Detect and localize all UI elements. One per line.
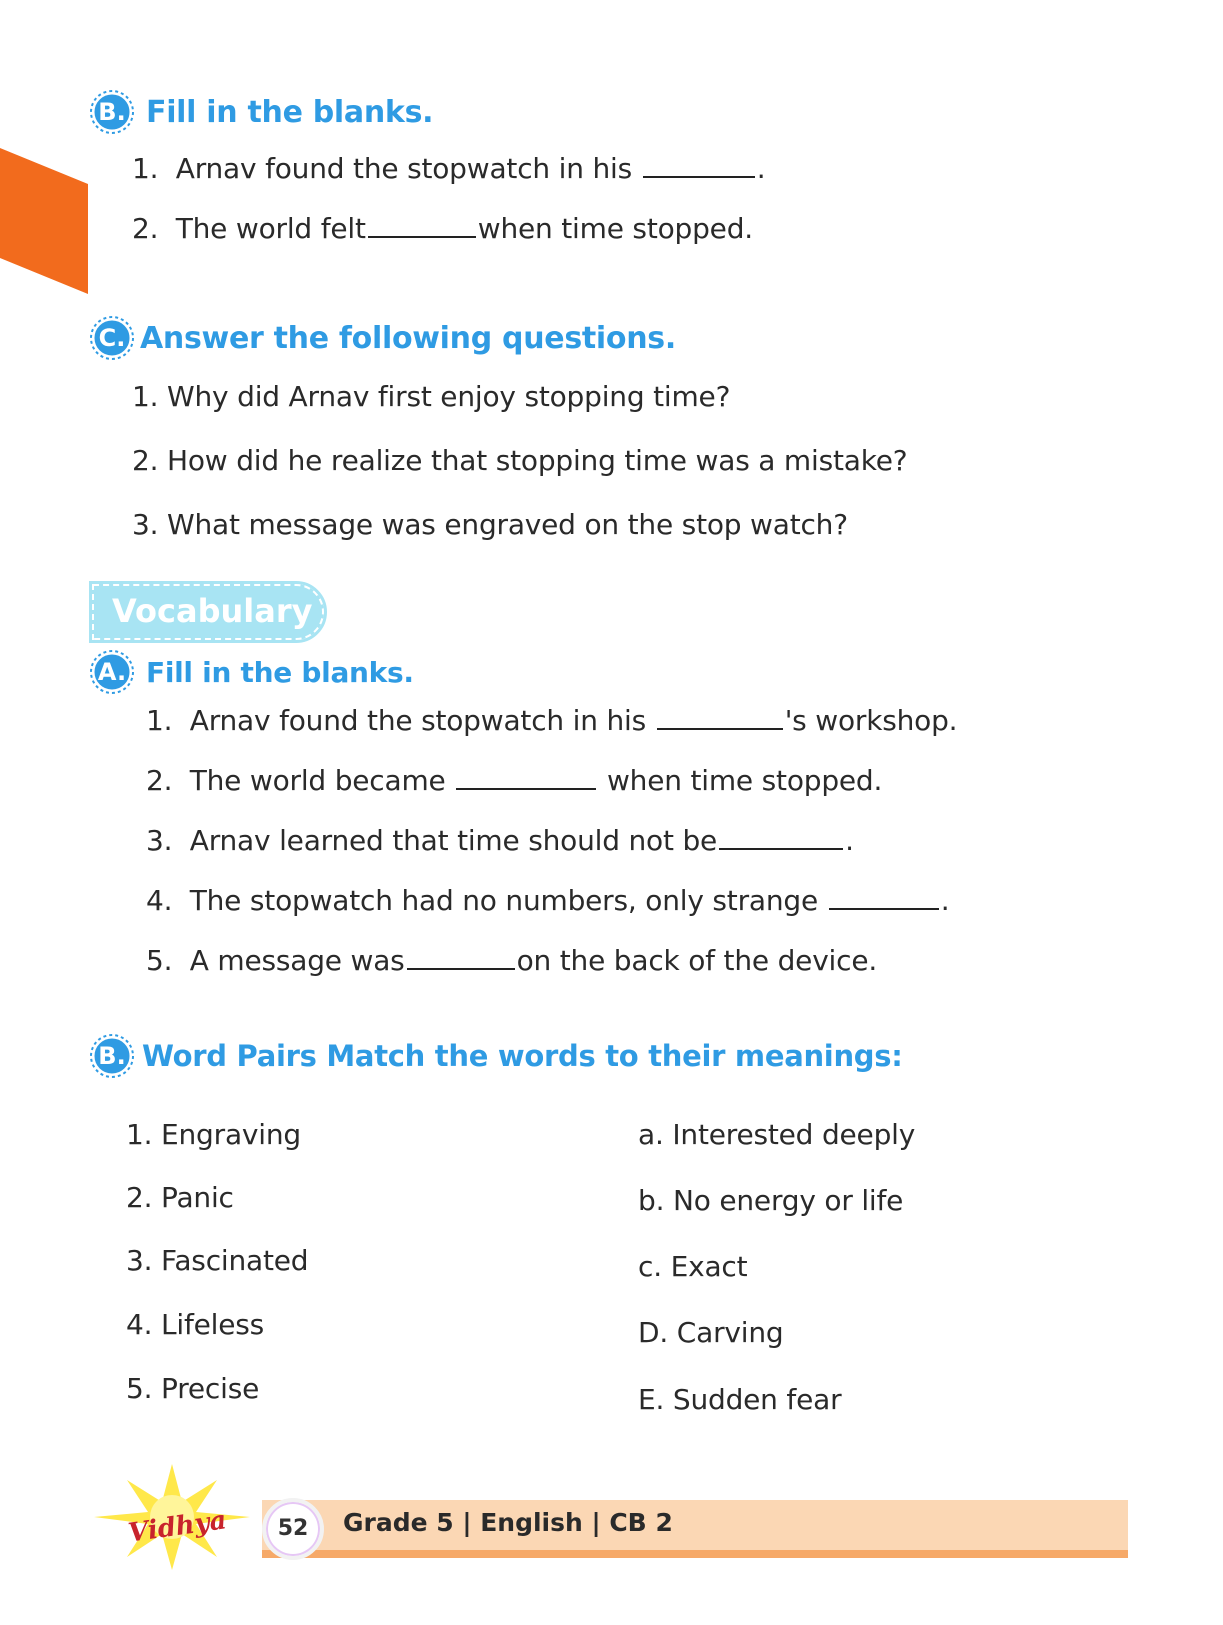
- match-word: 4. Lifeless: [126, 1308, 265, 1341]
- list-item: 1. Arnav found the stopwatch in his .: [132, 152, 766, 185]
- match-word: 1. Engraving: [126, 1118, 301, 1151]
- section-c-letter: C.: [98, 324, 126, 352]
- match-meaning: a. Interested deeply: [638, 1118, 916, 1151]
- section-b-letter: B.: [98, 98, 126, 126]
- vocab-b-badge-icon: [90, 1034, 134, 1078]
- vocab-a-heading: [90, 650, 414, 694]
- list-item: 4. The stopwatch had no numbers, only strange .: [146, 884, 950, 917]
- answer-blank[interactable]: [407, 967, 515, 970]
- vocab-b-heading: [90, 1034, 903, 1078]
- match-meaning: b. No energy or life: [638, 1184, 904, 1217]
- section-c-title: Answer the following questions.: [140, 320, 676, 356]
- list-item: 2. The world felt when time stopped.: [132, 212, 753, 245]
- section-b-title: Fill in the blanks.: [146, 94, 434, 130]
- vocab-b-title: Word Pairs Match the words to their meanings:: [142, 1039, 903, 1073]
- section-c-badge-icon: [90, 316, 134, 360]
- question-item: 1. Why did Arnav first enjoy stopping time?: [132, 380, 731, 413]
- section-b-badge-icon: [90, 90, 134, 134]
- answer-blank[interactable]: [456, 787, 596, 790]
- match-meaning: E. Sudden fear: [638, 1383, 842, 1416]
- answer-blank[interactable]: [719, 847, 843, 850]
- vocab-a-badge-icon: [90, 650, 134, 694]
- list-item: 1. Arnav found the stopwatch in his 's workshop.: [146, 704, 958, 737]
- match-word: 2. Panic: [126, 1181, 234, 1214]
- list-item: 5. A message was on the back of the device.: [146, 944, 878, 977]
- match-word: 5. Precise: [126, 1372, 260, 1405]
- answer-blank[interactable]: [368, 235, 476, 238]
- section-c-heading: [90, 316, 676, 360]
- vocabulary-title: Vocabulary: [112, 592, 313, 630]
- question-item: 3. What message was engraved on the stop watch?: [132, 508, 848, 541]
- vocab-a-title: Fill in the blanks.: [146, 655, 414, 689]
- answer-blank[interactable]: [643, 175, 755, 178]
- question-item: 2. How did he realize that stopping time was a mistake?: [132, 444, 908, 477]
- vocab-a-letter: A.: [97, 658, 127, 686]
- match-meaning: D. Carving: [638, 1316, 784, 1349]
- list-item: 3. Arnav learned that time should not be .: [146, 824, 854, 857]
- vocabulary-label: [92, 584, 324, 640]
- footer-underline: [262, 1550, 1128, 1558]
- orange-corner-tab: [0, 148, 88, 294]
- answer-blank[interactable]: [829, 907, 939, 910]
- section-b-heading: [90, 90, 433, 134]
- page-number: 52: [262, 1498, 324, 1560]
- match-meaning: c. Exact: [638, 1250, 748, 1283]
- match-word: 3. Fascinated: [126, 1244, 309, 1277]
- answer-blank[interactable]: [657, 727, 783, 730]
- footer-text: Grade 5 | English | CB 2: [343, 1508, 673, 1537]
- list-item: 2. The world became when time stopped.: [146, 764, 883, 797]
- vidhya-logo-text: Vidhya: [126, 1505, 229, 1549]
- vocab-b-letter: B.: [98, 1042, 126, 1070]
